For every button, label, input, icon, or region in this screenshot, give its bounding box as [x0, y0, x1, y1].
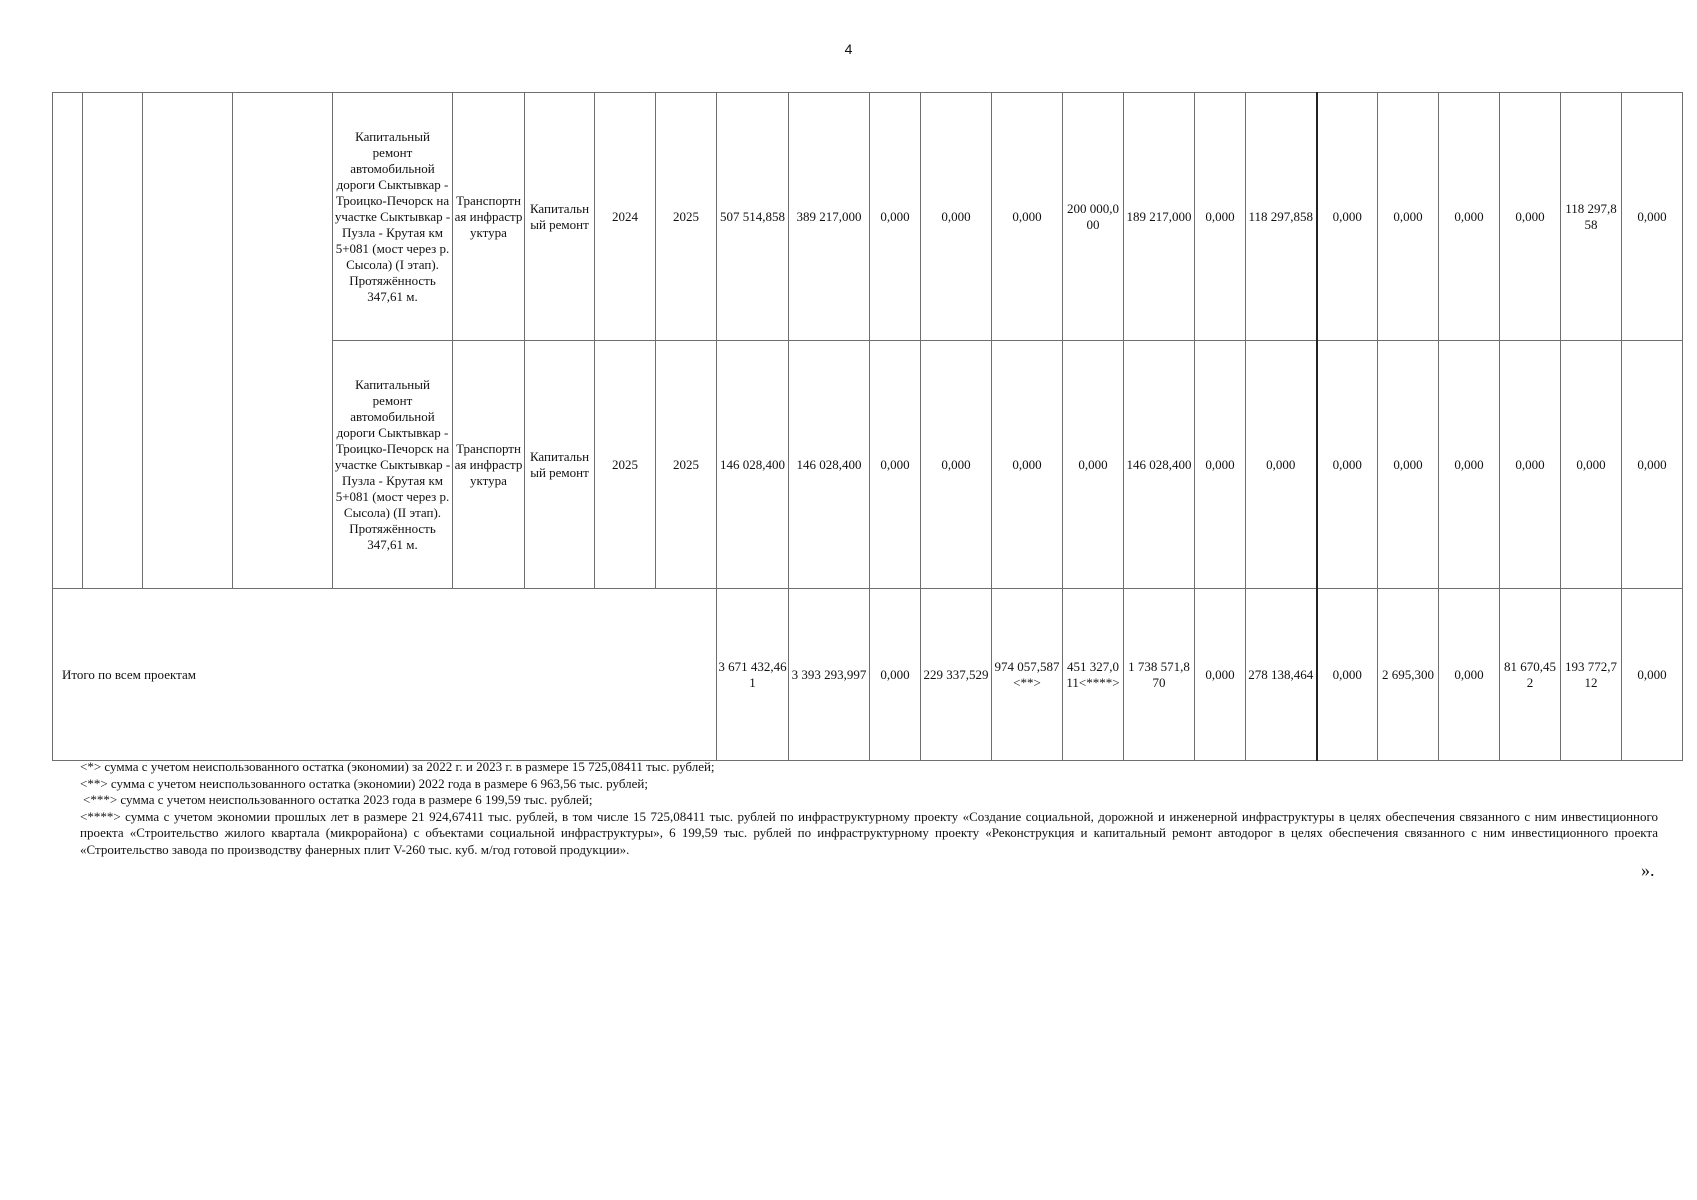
value-cell: 0,000 [1246, 341, 1317, 589]
value-cell: 118 297,858 [1246, 93, 1317, 341]
empty-cell [83, 93, 143, 589]
empty-cell [53, 93, 83, 589]
value-cell: 200 000,000 [1063, 93, 1124, 341]
value-cell: 0,000 [870, 341, 921, 589]
value-cell: 0,000 [992, 93, 1063, 341]
empty-cell [233, 93, 333, 589]
total-value-cell: 3 393 293,997 [789, 589, 870, 761]
work-type-cell: Капитальный ремонт [525, 341, 595, 589]
value-cell: 0,000 [1195, 93, 1246, 341]
value-cell: 0,000 [1622, 341, 1683, 589]
value-cell: 0,000 [1439, 93, 1500, 341]
total-value-cell: 0,000 [1317, 589, 1378, 761]
footnote: <***> сумма с учетом неиспользованного остатка 2023 года в размере 6 199,59 тыс. рублей; [83, 792, 593, 807]
value-cell: 0,000 [1500, 341, 1561, 589]
project-name-cell: Капитальный ремонт автомобильной дороги Сыктывкар - Троицко-Печорск на участке Сыктывкар - Пузла - Крутая км 5+081 (мост через р. Сысола) (I этап). Протяжённость 347,61 м. [333, 93, 453, 341]
value-cell: 146 028,400 [1124, 341, 1195, 589]
value-cell: 0,000 [870, 93, 921, 341]
total-value-cell: 81 670,452 [1500, 589, 1561, 761]
closing-quote-mark: ». [1641, 860, 1655, 880]
value-cell: 0,000 [921, 93, 992, 341]
table-total-row [53, 589, 1683, 761]
total-value-cell: 229 337,529 [921, 589, 992, 761]
value-cell: 146 028,400 [717, 341, 789, 589]
total-value-cell: 278 138,464 [1246, 589, 1317, 761]
footnote: <**> сумма с учетом неиспользованного остатка (экономии) 2022 года в размере 6 963,56 тыс. рублей; [80, 775, 648, 791]
footnote: <*> сумма с учетом неиспользованного остатка (экономии) за 2022 г. и 2023 г. в размере 15 725,08411 тыс. рублей; [80, 759, 715, 774]
value-cell: 0,000 [1622, 93, 1683, 341]
sphere-cell: Транспортная инфраструктура [453, 341, 525, 589]
value-cell: 0,000 [1195, 341, 1246, 589]
total-label: Итого по всем проектам [53, 589, 717, 761]
year-end-cell: 2025 [656, 341, 717, 589]
year-start-cell: 2024 [595, 93, 656, 341]
total-value-cell: 0,000 [870, 589, 921, 761]
total-value-cell: 974 057,587<**> [992, 589, 1063, 761]
value-cell: 507 514,858 [717, 93, 789, 341]
value-cell: 0,000 [1439, 341, 1500, 589]
sphere-cell: Транспортная инфраструктура [453, 93, 525, 341]
total-value-cell: 451 327,011<****> [1063, 589, 1124, 761]
value-cell: 0,000 [992, 341, 1063, 589]
total-value-cell: 193 772,712 [1561, 589, 1622, 761]
value-cell: 189 217,000 [1124, 93, 1195, 341]
year-start-cell: 2025 [595, 341, 656, 589]
value-cell: 0,000 [1378, 93, 1439, 341]
value-cell: 0,000 [1317, 93, 1378, 341]
table-row-1 [53, 93, 1683, 341]
total-value-cell: 0,000 [1439, 589, 1500, 761]
value-cell: 146 028,400 [789, 341, 870, 589]
value-cell: 0,000 [1500, 93, 1561, 341]
footnote: <****> сумма с учетом экономии прошлых лет в размере 21 924,67411 тыс. рублей, в том числе 15 725,08411 тыс. рублей по инфраструктурному проекту «Создание социальной, дорожной и инженерной инфраструктуры в целях обеспечения связанного с ним инвестиционного проекта «Строительство жилого квартала (микрорайона) с объектами социальной инфраструктуры», 6 199,59 тыс. рублей по инфраструктурному проекту «Реконструкция и капитальный ремонт автодорог в целях обеспечения связанного с ним инвестиционного проекта «Строительство завода по производству фанерных плит V-260 тыс. куб. м/год готовой продукции». [80, 808, 1658, 857]
total-value-cell: 0,000 [1195, 589, 1246, 761]
total-value-cell: 1 738 571,870 [1124, 589, 1195, 761]
value-cell: 389 217,000 [789, 93, 870, 341]
value-cell: 0,000 [1317, 341, 1378, 589]
total-value-cell: 2 695,300 [1378, 589, 1439, 761]
value-cell: 0,000 [1561, 341, 1622, 589]
total-value-cell: 0,000 [1622, 589, 1683, 761]
empty-cell [143, 93, 233, 589]
value-cell: 0,000 [921, 341, 992, 589]
project-name-cell: Капитальный ремонт автомобильной дороги Сыктывкар - Троицко-Печорск на участке Сыктывкар - Пузла - Крутая км 5+081 (мост через р. Сысола) (II этап). Протяжённость 347,61 м. [333, 341, 453, 589]
total-value-cell: 3 671 432,461 [717, 589, 789, 761]
year-end-cell: 2025 [656, 93, 717, 341]
page-number: 4 [844, 41, 853, 57]
value-cell: 0,000 [1378, 341, 1439, 589]
footnotes [80, 759, 1658, 858]
value-cell: 0,000 [1063, 341, 1124, 589]
work-type-cell: Капитальный ремонт [525, 93, 595, 341]
value-cell: 118 297,858 [1561, 93, 1622, 341]
projects-table [52, 92, 1683, 761]
